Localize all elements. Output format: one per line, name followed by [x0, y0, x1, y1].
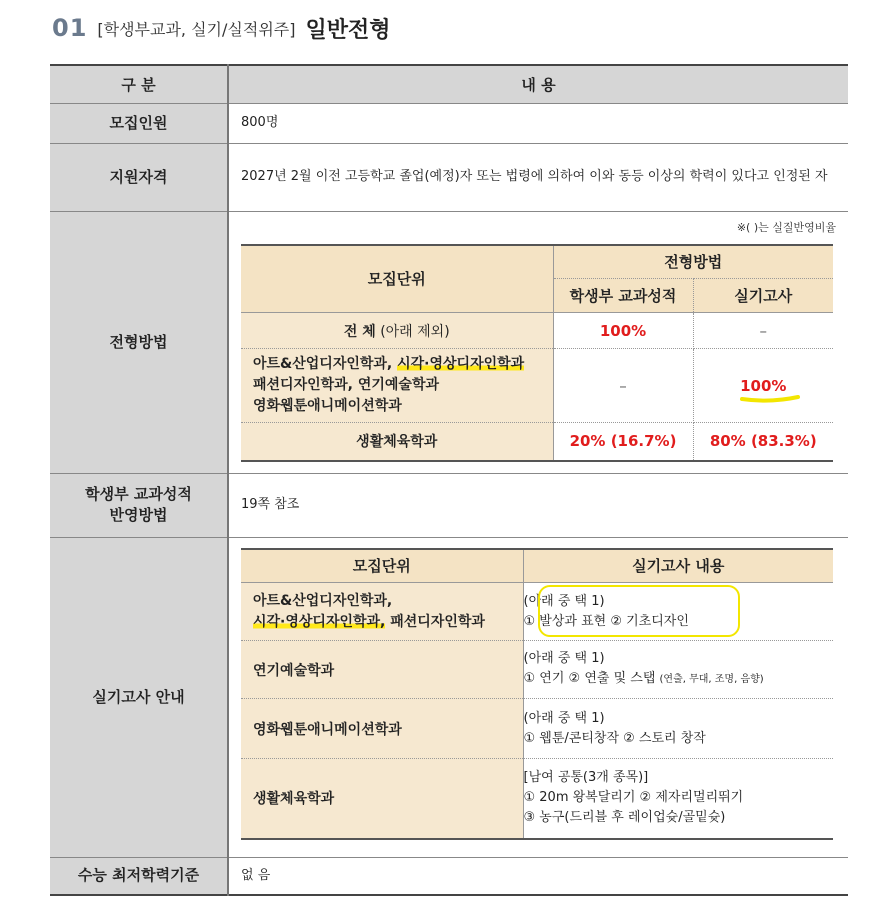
practical-unit-design-2b: 패션디자인학과 [385, 613, 485, 630]
value-quota: 800명 [228, 103, 848, 143]
practical-unit-acting: 연기예술학과 [241, 641, 523, 699]
practical-content-design-2: ① 발상과 표현 ② 기초디자인 [523, 613, 689, 629]
section-number: 01 [52, 14, 88, 42]
value-eligibility: 2027년 2월 이전 고등학교 졸업(예정)자 또는 법령에 의하여 이와 동등 이상의 학력이 있다고 인정된 자 [228, 143, 848, 211]
selection-row-sports [241, 423, 833, 461]
unit-design-1b: 시각·영상디자인학과 [397, 356, 525, 372]
practical-row-film [241, 699, 833, 759]
ratio-note: ※( )는 실질반영비율 [736, 220, 836, 234]
practical-all: – [693, 313, 833, 349]
practical-sports: 80% (83.3%) [709, 432, 817, 451]
grade-design: – [553, 349, 693, 423]
unit-sports: 생활체육학과 [241, 423, 553, 461]
table-header-row [50, 65, 848, 103]
unit-design-1a: 아트&산업디자인학과, [253, 356, 398, 372]
practical-unit-design-1: 아트&산업디자인학과, [253, 592, 393, 609]
practical-content-sports-2: ① 20m 왕복달리기 ② 제자리멀리뛰기 [523, 790, 744, 806]
header-category: 구 분 [50, 65, 228, 103]
practical-content-sports-1: [남여 공통(3개 종목)] [523, 770, 649, 786]
inner-head-method: 전형방법 [553, 245, 833, 279]
value-csat: 없 음 [228, 857, 848, 895]
highlight-underline-annotation [740, 393, 800, 403]
selection-row-all [241, 313, 833, 349]
unit-design-3: 영화웹툰애니메이션학과 [253, 398, 402, 414]
label-eligibility: 지원자격 [50, 143, 228, 211]
practical-content-acting-1: (아래 중 택 1) [523, 651, 605, 666]
row-grade-method [50, 473, 848, 537]
label-selection: 전형방법 [50, 211, 228, 473]
inner-head-practical: 실기고사 [693, 279, 833, 313]
row-csat [50, 857, 848, 895]
practical-content-design-1: (아래 중 택 1) [523, 593, 605, 609]
inner-head-grade: 학생부 교과성적 [553, 279, 693, 313]
row-eligibility [50, 143, 848, 211]
section-main-title: 일반전형 [305, 17, 391, 43]
label-quota: 모집인원 [50, 103, 228, 143]
practical-inner-table [241, 548, 833, 840]
practical-row-acting [241, 641, 833, 699]
practical-content-film-2: ① 웹툰/콘티창작 ② 스토리 창작 [523, 730, 706, 746]
section-title [52, 10, 391, 46]
unit-design-2: 패션디자인학과, 연기예술학과 [253, 377, 440, 393]
practical-content-film-1: (아래 중 택 1) [523, 710, 605, 726]
row-practical [50, 537, 848, 857]
row-quota [50, 103, 848, 143]
label-grade-method: 학생부 교과성적 반영방법 [50, 473, 228, 537]
practical-unit-design-2a: 시각·영상디자인학과, [253, 613, 386, 630]
label-practical: 실기고사 안내 [50, 537, 228, 857]
value-grade-method: 19쪽 참조 [228, 473, 848, 537]
practical-content-sports-3: ③ 농구(드리블 후 레이업슛/골밑슛) [523, 810, 726, 826]
header-content: 내 용 [228, 65, 848, 103]
section-subtitle: [학생부교과, 실기/실적위주] [97, 19, 296, 39]
row-selection [50, 211, 848, 473]
admission-table [50, 64, 848, 896]
practical-head-unit: 모집단위 [241, 549, 523, 583]
practical-head-content: 실기고사 내용 [523, 549, 833, 583]
grade-sports: 20% (16.7%) [553, 423, 693, 461]
practical-unit-sports: 생활체육학과 [241, 759, 523, 839]
selection-inner-table [241, 244, 833, 462]
label-csat: 수능 최저학력기준 [50, 857, 228, 895]
practical-unit-film: 영화웹툰애니메이션학과 [241, 699, 523, 759]
unit-all: 전 체 [343, 323, 376, 340]
inner-head-unit: 모집단위 [241, 245, 553, 313]
practical-row-design [241, 583, 833, 641]
practical-design: 100% [693, 349, 833, 423]
practical-content-acting-small: (연출, 무대, 조명, 음향) [659, 674, 764, 685]
selection-row-design [241, 349, 833, 423]
practical-content-acting-2: ① 연기 ② 연출 및 스탭 [523, 671, 660, 686]
unit-all-note: (아래 제외) [375, 323, 450, 340]
practical-row-sports [241, 759, 833, 839]
grade-all: 100% [553, 313, 693, 349]
